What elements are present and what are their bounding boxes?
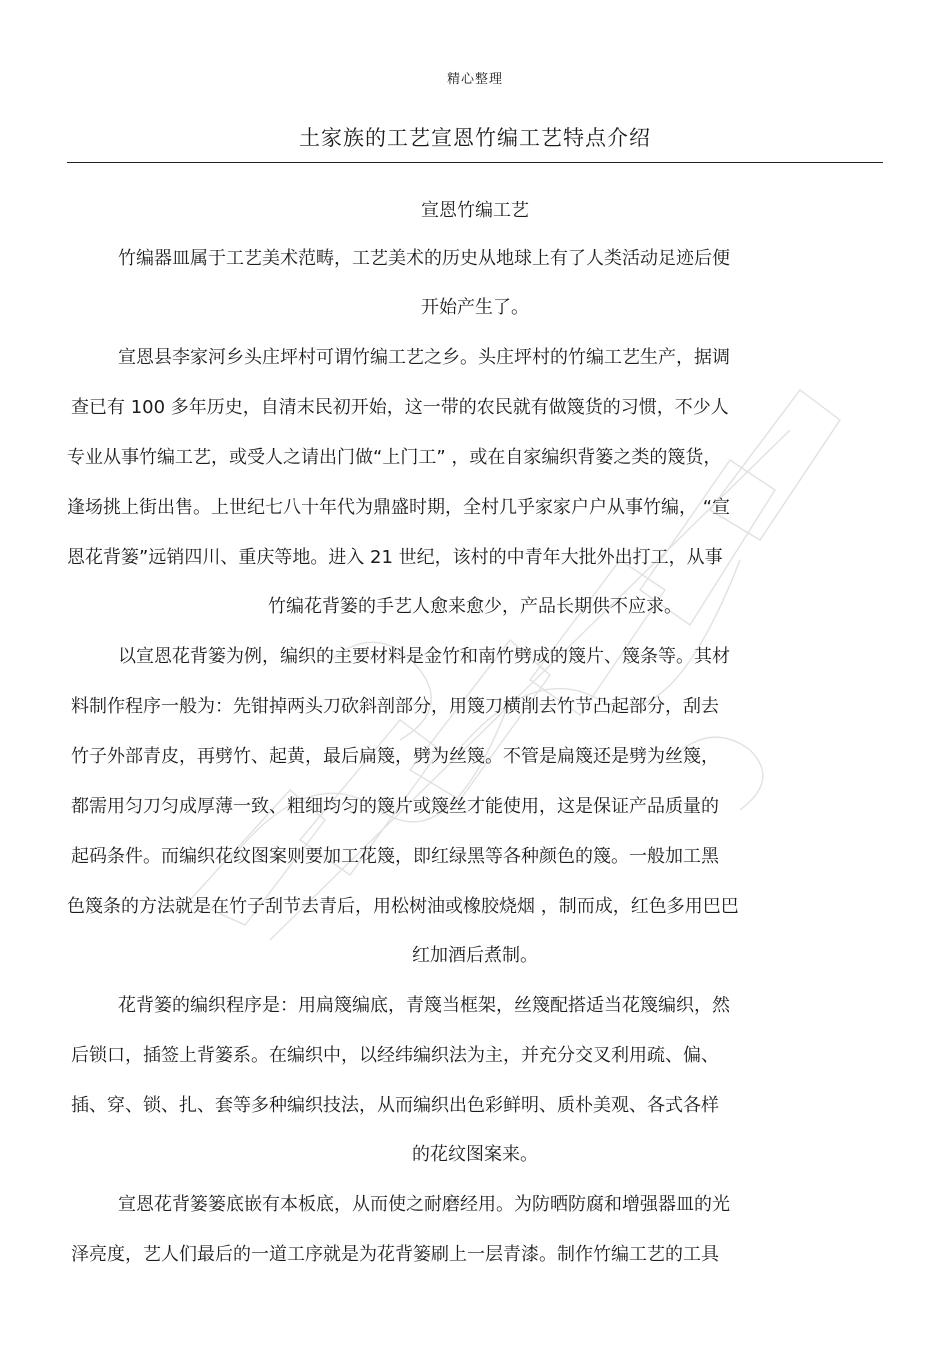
text-line: 的花纹图案来。 <box>412 1144 538 1165</box>
section-heading: 宣恩竹编工艺 <box>421 200 529 221</box>
text-line: 料制作程序一般为：先钳掉两头刀砍斜剖部分，用篾刀横削去竹节凸起部分，刮去 <box>71 696 719 717</box>
text-line: 后锁口，插签上背篓系。在编织中，以经纬编织法为主，并充分交叉利用疏、偏、 <box>71 1045 719 1066</box>
text-line: 竹编花背篓的手艺人愈来愈少，产品长期供不应求。 <box>268 596 682 617</box>
text-line: 恩花背篓”远销四川、重庆等地。进入 21 世纪，该村的中青年大批外出打工，从事 <box>67 547 723 568</box>
text-line: 以宣恩花背篓为例，编织的主要材料是金竹和南竹劈成的篾片、篾条等。其材 <box>118 646 730 667</box>
text-line: 色篾条的方法就是在竹子刮节去青后，用松树油或橡胶烧烟 ，制而成，红色多用巴巴 <box>67 896 739 917</box>
document-title: 土家族的工艺宣恩竹编工艺特点介绍 <box>299 126 651 150</box>
text-line: 宣恩县李家河乡头庄坪村可谓竹编工艺之乡。头庄坪村的竹编工艺生产，据调 <box>118 347 730 368</box>
text-line: 泽亮度，艺人们最后的一道工序就是为花背篓刷上一层青漆。制作竹编工艺的工具 <box>71 1244 719 1265</box>
text-line: 花背篓的编织程序是：用扁篾编底，青篾当框架，丝篾配搭适当花篾编织，然 <box>118 995 730 1016</box>
text-line: 红加酒后煮制。 <box>412 945 538 966</box>
page-header: 精心整理 <box>446 72 503 87</box>
text-line: 都需用匀刀匀成厚薄一致、粗细均匀的篾片或篾丝才能使用，这是保证产品质量的 <box>71 796 719 817</box>
text-line: 插、穿、锁、扎、套等多种编织技法，从而编织出色彩鲜明、质朴美观、各式各样 <box>71 1095 719 1116</box>
text-line: 专业从事竹编工艺，或受人之请出门做“上门工” ，或在自家编织背篓之类的篾货， <box>67 447 722 468</box>
text-line: 竹子外部青皮，再劈竹、起黄，最后扁篾，劈为丝篾。不管是扁篾还是劈为丝篾， <box>71 746 719 767</box>
text-line: 竹编器皿属于工艺美术范畴，工艺美术的历史从地球上有了人类活动足迹后便 <box>118 248 730 269</box>
text-line: 查已有 100 多年历史，自清末民初开始，这一带的农民就有做篾货的习惯，不少人 <box>71 397 729 418</box>
text-line: 逢场挑上街出售。上世纪七八十年代为鼎盛时期，全村几乎家家户户从事竹编， “宣 <box>67 497 731 518</box>
text-line: 开始产生了。 <box>421 297 529 318</box>
text-line: 宣恩花背篓篓底嵌有本板底，从而使之耐磨经用。为防晒防腐和增强器皿的光 <box>118 1194 730 1215</box>
text-line: 起码条件。而编织花纹图案则要加工花篾，即红绿黑等各种颜色的篾。一般加工黑 <box>71 846 719 867</box>
title-divider <box>67 162 883 163</box>
